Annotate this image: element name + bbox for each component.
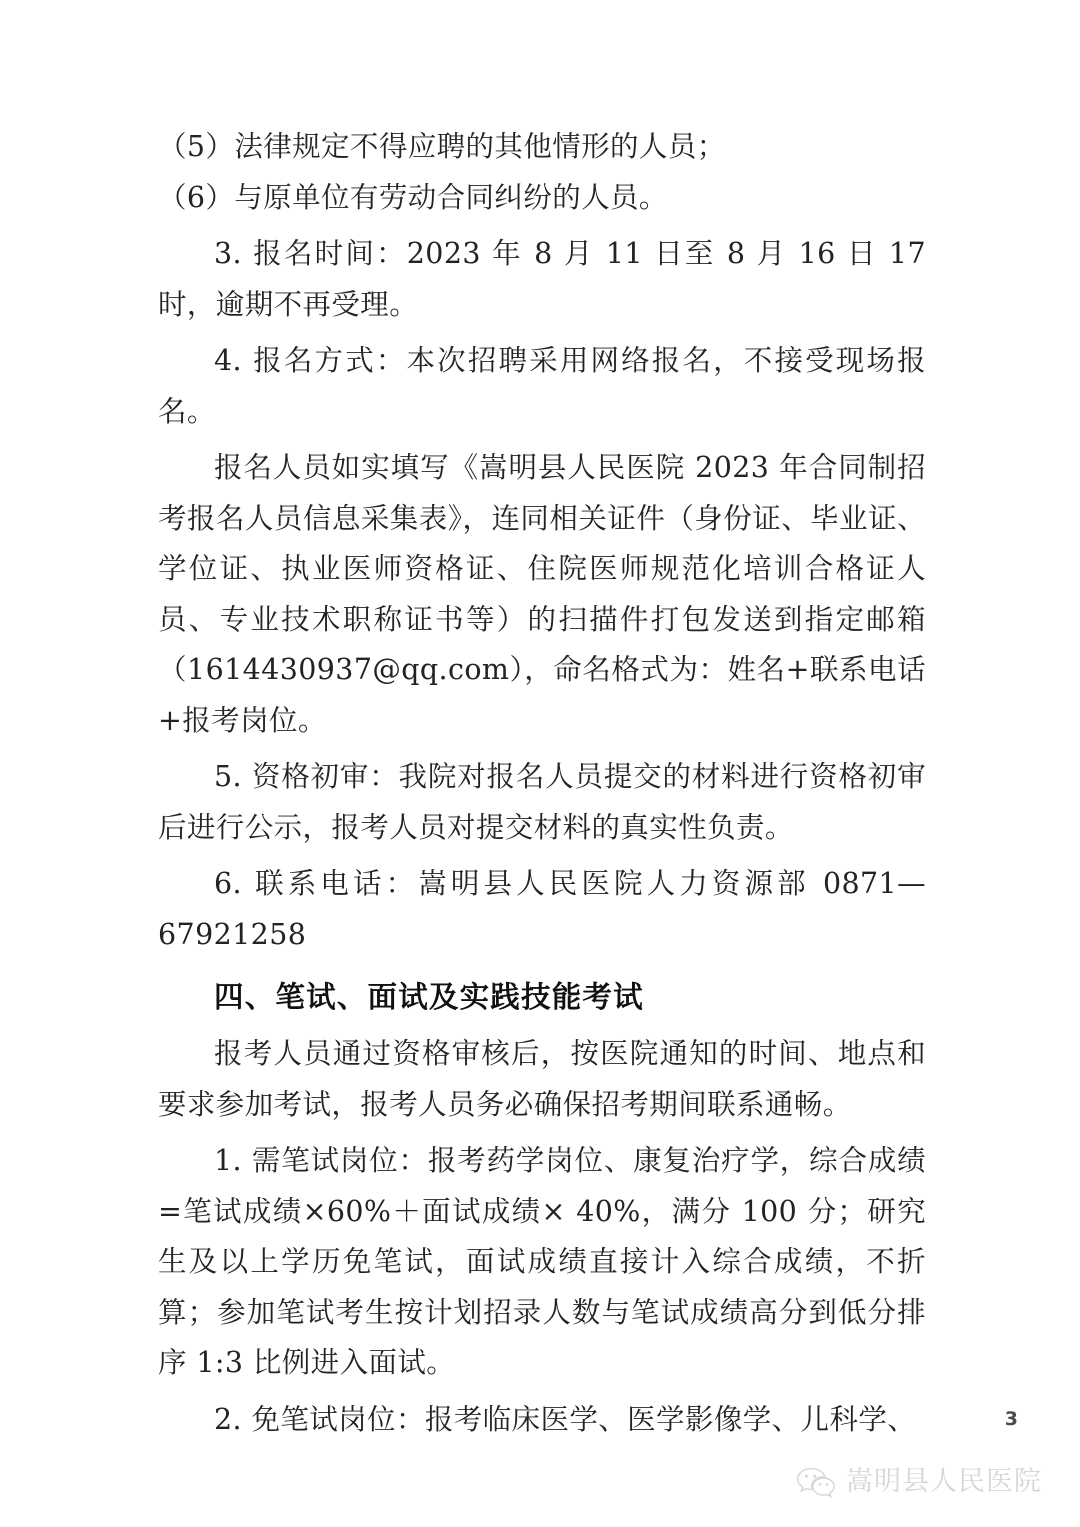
document-body [158,122,926,1445]
paragraph-registration-method: 4. 报名方式：本次招聘采用网络报名，不接受现场报名。 [158,344,926,428]
paragraph-registration-time: 3. 报名时间：2023 年 8 月 11 日至 8 月 16 日 17 时，逾期不再受理。 [158,237,926,321]
paragraph-contact-phone: 6. 联系电话：嵩明县人民医院人力资源部 0871—67921258 [158,867,926,951]
section-heading-four: 四、笔试、面试及实践技能考试 [214,980,644,1014]
paragraph-registration-detail: 报名人员如实填写《嵩明县人民医院 2023 年合同制招考报名人员信息采集表》，连同相关证件（身份证、毕业证、学位证、执业医师资格证、住院医师规范化培训合格证人员、专业技术职称证书等）的扫描件打包发送到指定邮箱（1614430937@qq.com），命名格式为：姓名+联系电话+报考岗位。 [158,451,926,737]
page-number: 3 [1004,1408,1018,1430]
paragraph-item-6: （6）与原单位有劳动合同纠纷的人员。 [158,180,668,214]
paragraph-item-5: （5）法律规定不得应聘的其他情形的人员； [158,130,726,163]
paragraph-exam-item-2: 2. 免笔试岗位：报考临床医学、医学影像学、儿科学、 [214,1402,917,1436]
paragraph-exam-intro: 报考人员通过资格审核后，按医院通知的时间、地点和要求参加考试，报考人员务必确保招考期间联系通畅。 [158,1037,926,1121]
paragraph-spacer [158,960,926,971]
wechat-watermark [796,1466,1042,1498]
watermark-label: 嵩明县人民医院 [846,1466,1042,1497]
paragraph-qualification-review: 5. 资格初审：我院对报名人员提交的材料进行资格初审后进行公示，报考人员对提交材料的真实性负责。 [158,760,926,844]
wechat-icon [796,1466,836,1498]
paragraph-exam-item-1: 1. 需笔试岗位：报考药学岗位、康复治疗学，综合成绩=笔试成绩×60%＋面试成绩× 40%，满分 100 分；研究生及以上学历免笔试，面试成绩直接计入综合成绩，不折算；参加笔试考生按计划招录人数与笔试成绩高分到低分排序 1:3 比例进入面试。 [158,1144,926,1379]
